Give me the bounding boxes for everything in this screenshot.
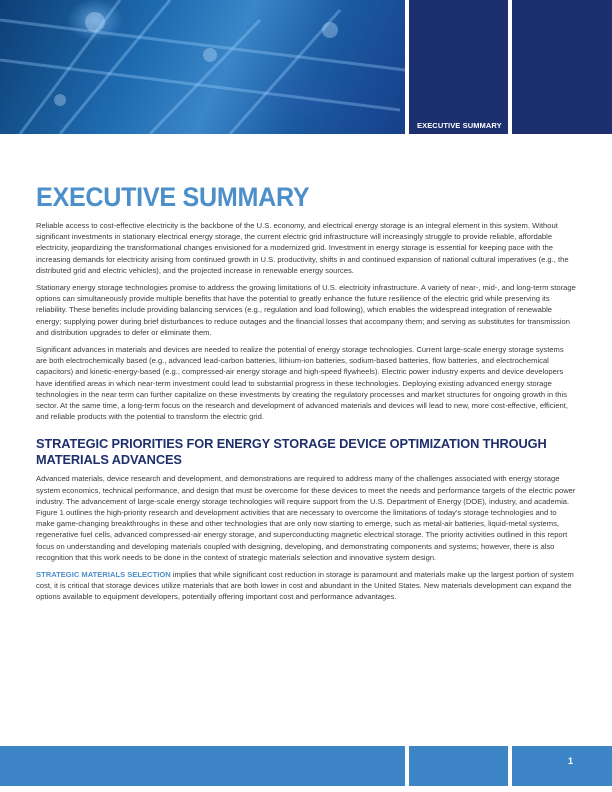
main-content [36,182,576,609]
intro-paragraph-2: Stationary energy storage technologies promise to address the growing limitations of U.S. electricity infrastructure. A variety of near-, mid-, and long-term storage options can simultaneously provide multiple benefits that have the potential to greatly enhance the future resilience of the electric grid while preserving its reliability. These benefits include providing balancing services (e.g., regulation and load following), which enables the widespread integration of renewable energy; supplying power during brief disturbances to reduce outages and the financial losses that accompany them; and serving as substitutes for transmission and distribution upgrades to defer or eliminate them. [36,283,576,337]
footer-band-right [512,746,612,786]
header-navy-block [409,0,508,134]
header-navy-block-right [512,0,612,134]
footer-band [0,746,405,786]
header-section-label: EXECUTIVE SUMMARY [417,121,502,130]
intro-paragraph-1: Reliable access to cost-effective electricity is the backbone of the U.S. economy, and electrical energy storage is an integral element in this system. Without significant investments in stationary electrical energy storage, the current electric grid infrastructure will increasingly struggle to provide reliable, affordable electricity, jeopardizing the transformational changes envisioned for a modernized grid. Investment in energy storage is essential for keeping pace with the increasing demands for electricity arising from continued growth in U.S. productivity, shifts in and continued expansion of national cultural imperatives (e.g., the distributed grid and electric vehicles), and the projected increase in renewable energy sources. [36,221,569,275]
materials-selection-text: implies that while significant cost reduction in storage is paramount and materials make up the largest portion of system cost, it is critical that storage devices utilize materials that are both lower in cost and abundant in the United States. New materials development can expand the options available to equipment developers, potentially offering important cost and performance advantages. [36,570,574,602]
section-heading: STRATEGIC PRIORITIES FOR ENERGY STORAGE DEVICE OPTIMIZATION THROUGH MATERIALS ADVANCES [36,436,547,467]
intro-paragraph-3: Significant advances in materials and devices are needed to realize the potential of energy storage technologies. Current large-scale energy storage systems are both electrochemically based (e.g., advanced lead-carbon batteries, lithium-ion batteries, sodium-based batteries, flow batteries, and electrochemical capacitors) and kinetic-energy-based (e.g., compressed-air energy storage and high-speed flywheels). Electric power industry experts and device developers have identified areas in which near-term investment could lead to substantial progress in these technologies. Deploying existing advanced energy storage technologies in the near term can further capitalize on these investments by creating the regulatory processes and market structures for ongoing growth in this sector. At the same time, a long-term focus on the research and development of advanced materials and devices will lead to new, more cost-effective, efficient, and reliable products with the potential to transform the electric grid. [36,345,568,422]
header-photo-graphic [0,0,405,134]
materials-selection-paragraph [36,569,576,603]
page-title: EXECUTIVE SUMMARY [36,182,310,212]
footer-band-middle [409,746,508,786]
header-photo-banner [0,0,405,134]
section-paragraph: Advanced materials, device research and development, and demonstrations are required to address many of the challenges associated with energy storage system economics, technical performance, and design that must be overcome for these devices to meet the needs and performance targets of the electric power industry. The advancement of large-scale energy storage technologies will require support from the U.S. Department of Energy (DOE), industry, and academia. Figure 1 outlines the high-priority research and development activities that are necessary to overcome the limitations of today's storage technologies and to make game-changing breakthroughs in these and other technologies that are only now starting to emerge, such as metal-air batteries, liquid-metal systems, regenerative fuel cells, advanced compressed-air energy storage, and superconducting magnetic electrical storage. The priority activities outlined in this report focus on understanding and developing materials coupled with designing, developing, and demonstrating components and systems; however, there is also recognition that this work needs to be done in the context of strategic materials selection and innovative system design. [36,474,576,562]
materials-selection-lead-in: STRATEGIC MATERIALS SELECTION [36,570,171,580]
page-number: 1 [568,756,574,766]
